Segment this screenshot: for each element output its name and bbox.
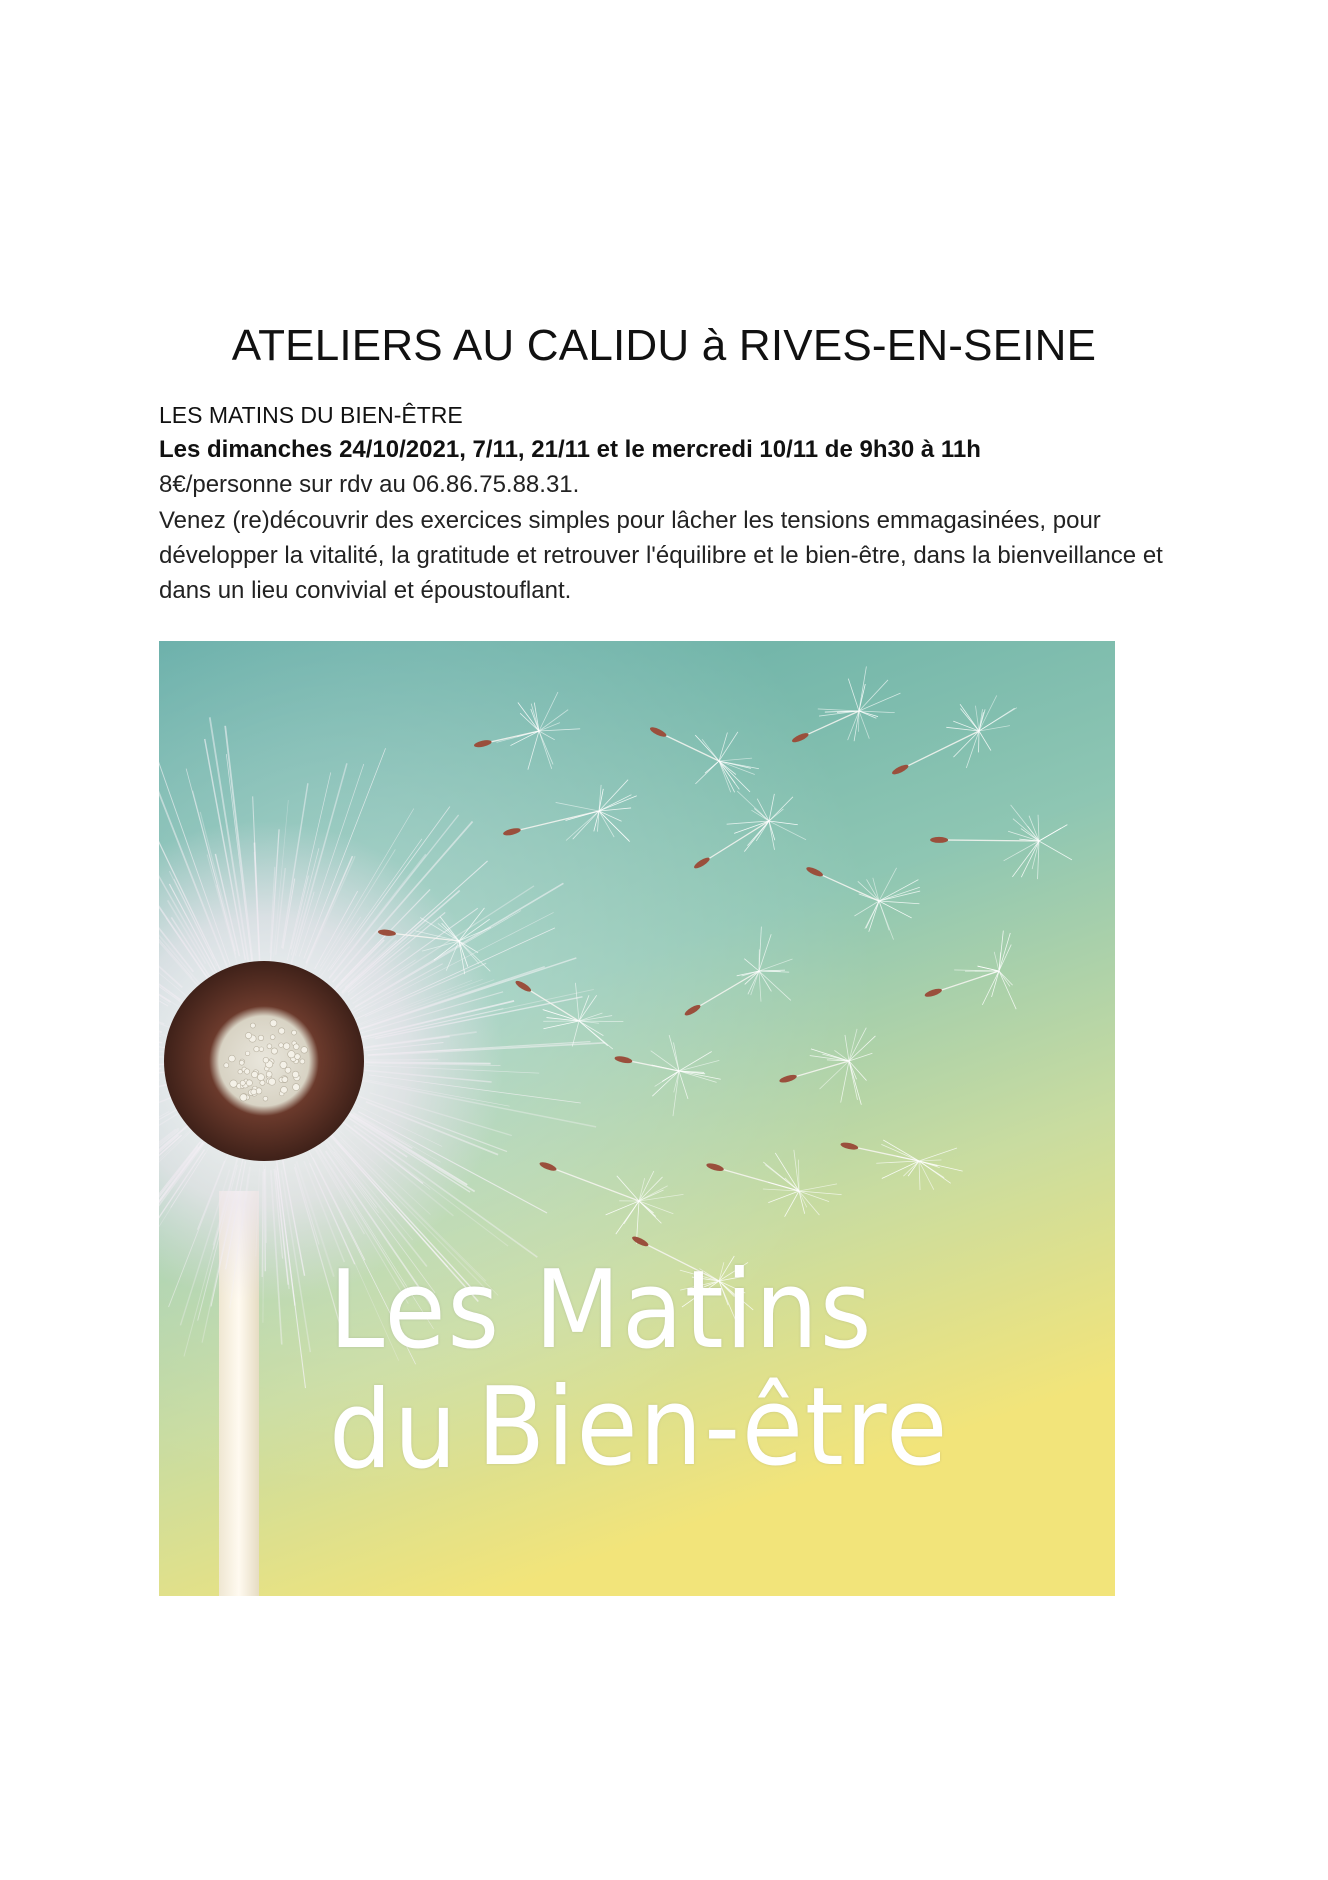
poster-title-line-1: Les Matins du [329,1248,874,1493]
seed-dot [240,1094,247,1101]
seed-dot [254,1046,259,1051]
event-price: 8€/personne sur rdv au 06.86.75.88.31. [159,471,580,498]
dandelion-illustration [159,641,1115,1596]
seed-dot [266,1071,272,1077]
seed-dot [263,1057,269,1063]
seed-dot [292,1030,297,1035]
seed-dot [270,1035,275,1040]
seed-dot [282,1077,288,1083]
seed-dot [245,1032,251,1038]
seed-dot [293,1044,299,1050]
seed-dot [246,1080,252,1086]
seed-dot [245,1051,250,1056]
seed-dot [278,1028,284,1034]
seed-dot [230,1080,237,1087]
section-heading: LES MATINS DU BIEN-ÊTRE [159,402,463,428]
seed-dot [279,1043,284,1048]
seed-dot [292,1071,299,1078]
seed-dot [229,1055,236,1062]
seed-dot [258,1035,263,1040]
seed-dot [260,1080,265,1085]
seed-dot [251,1089,257,1095]
seed-dot [300,1059,305,1064]
event-schedule: Les dimanches 24/10/2021, 7/11, 21/11 et le mercredi 10/11 de 9h30 à 11h [159,436,981,463]
seed-dot [239,1060,244,1065]
seed-dot [301,1047,308,1054]
event-details [159,400,1169,608]
seed-dot [251,1071,257,1077]
event-description: Venez (re)découvrir des exercices simples pour lâcher les tensions emmagasinées, pour développer la vitalité, la gratitude et retrouver l'équilibre et le bien-être, dans la bienveillance et dans un lieu convivial et époustouflant. [159,507,1163,604]
seed-dot [238,1070,242,1074]
seed-dot [271,1048,277,1054]
seed-dot [280,1061,287,1068]
seed-dot [257,1074,264,1081]
poster-title-line-2: Bien-être [477,1365,950,1490]
seed-dot [293,1084,300,1091]
seed-dot [267,1044,272,1049]
seed-dot [268,1078,275,1085]
seed-dot [259,1047,264,1052]
seed-dot [244,1069,249,1074]
dandelion-poster [159,641,1115,1596]
seed-dot [281,1086,288,1093]
seed-dot [250,1023,255,1028]
page-title: ATELIERS AU CALIDU à RIVES-EN-SEINE [231,321,1097,370]
seed-dot [240,1080,245,1085]
seed-dot [283,1043,290,1050]
seed-dot [224,1063,229,1068]
seed-dot [285,1067,291,1073]
seed-dot [294,1054,300,1060]
seed-dot [270,1020,277,1027]
seed-dot [263,1096,268,1101]
seed-dot [288,1051,295,1058]
